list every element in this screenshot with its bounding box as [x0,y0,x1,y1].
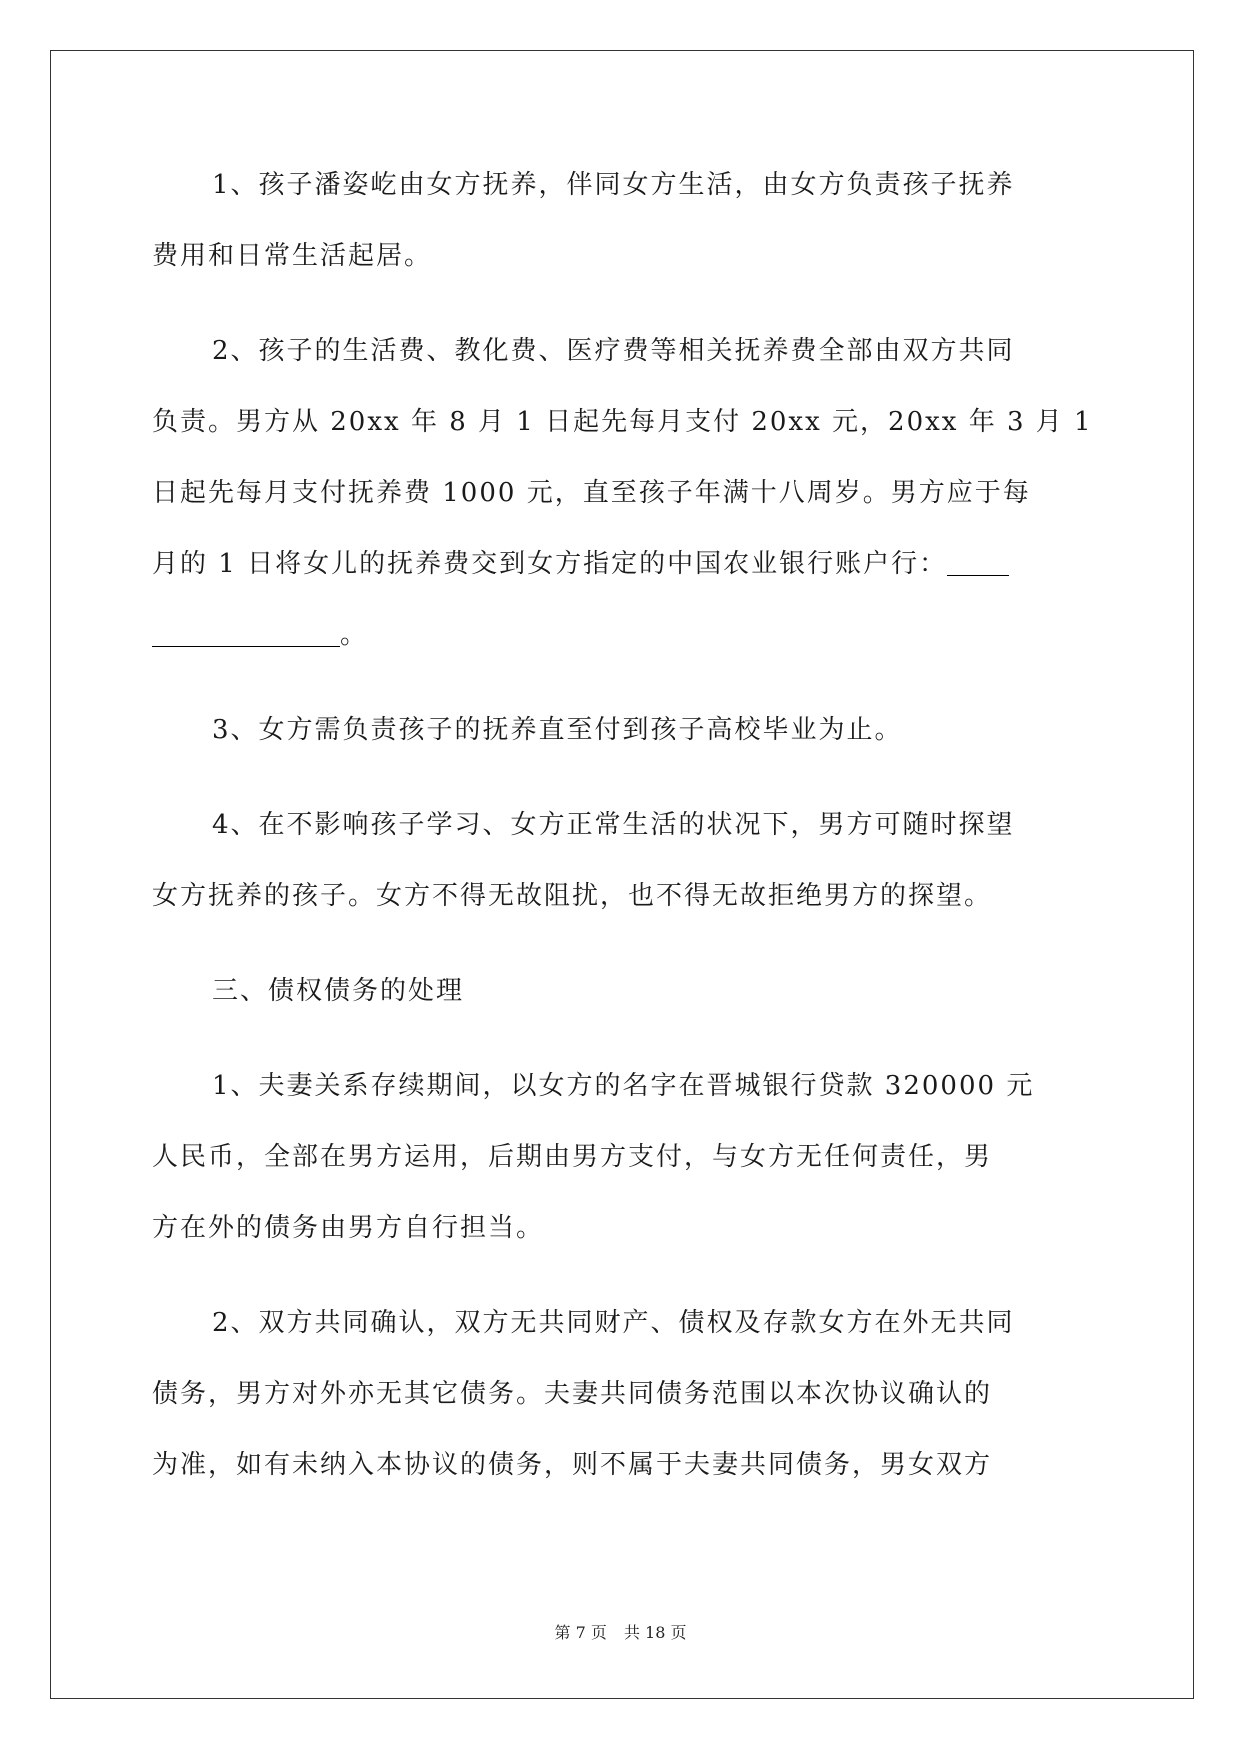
fill-in-blank [152,645,340,647]
section-heading: 三、债权债务的处理 [212,976,465,1006]
fill-in-blank [947,574,1009,576]
page-total: 共 18 页 [623,1623,687,1642]
paragraph-5: 1、夫妻关系存续期间，以女方的名字在晋城银行贷款 320000 元 人民币，全部在男方运用，后期由男方支付，与女方无任何责任，男 方在外的债务由男方自行担当。 [152,1071,1035,1243]
page-number: 第 7 页 [554,1623,607,1642]
document-body [152,150,1093,1525]
paragraph-4: 4、在不影响孩子学习、女方正常生活的状况下，男方可随时探望 女方抚养的孩子。女方不得无故阻扰，也不得无故拒绝男方的探望。 [152,810,1015,911]
page-footer [0,1620,1241,1643]
paragraph-3: 3、女方需负责孩子的抚养直至付到孩子高校毕业为止。 [212,715,903,745]
paragraph-2: 2、孩子的生活费、教化费、医疗费等相关抚养费全部由双方共同 负责。男方从 20xx 年 8 月 1 日起先每月支付 20xx 元，20xx 年 3 月 1 日起先每月支付抚养费 1000 元，直至孩子年满十八周岁。男方应于每 月的 1 日将女儿的抚养费交到女方指定的中国农业银行账户行： 。 [152,336,1093,650]
paragraph-1: 1、孩子潘姿屹由女方抚养，伴同女方生活，由女方负责孩子抚养 费用和日常生活起居。 [152,170,1015,271]
paragraph-6: 2、双方共同确认，双方无共同财产、债权及存款女方在外无共同 债务，男方对外亦无其它债务。夫妻共同债务范围以本次协议确认的 为准，如有未纳入本协议的债务，则不属于夫妻共同债务，男女双方 [152,1308,1015,1480]
